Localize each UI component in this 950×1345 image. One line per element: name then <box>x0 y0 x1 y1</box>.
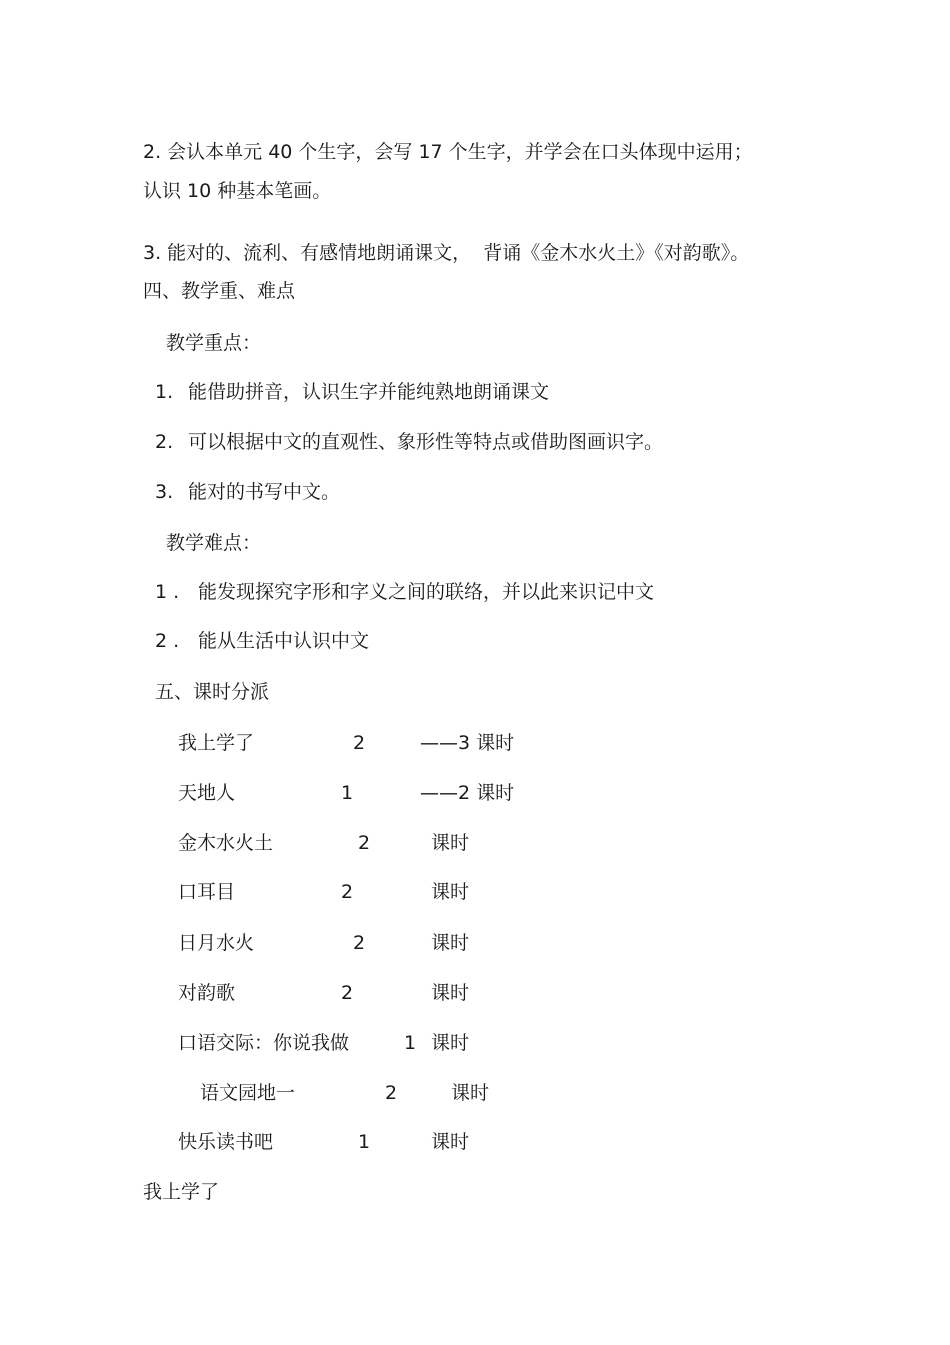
lesson-count: 2 <box>358 832 371 854</box>
key-point-1-number: 1. <box>155 381 174 403</box>
difficult-points-heading: 教学难点： <box>166 532 262 554</box>
difficult-point-1-number: 1 . <box>155 581 180 603</box>
key-point-1-text: 能借助拼音，认识生字并能纯熟地朗诵课文 <box>188 381 550 403</box>
lesson-unit: ——3 课时 <box>420 732 515 754</box>
lesson-unit: 课时 <box>431 1131 470 1153</box>
lesson-count: 2 <box>385 1082 398 1104</box>
key-point-2-number: 2. <box>155 431 174 453</box>
difficult-point-2-number: 2 . <box>155 630 180 652</box>
lesson-unit: 课时 <box>431 932 470 954</box>
lesson-count: 2 <box>353 732 366 754</box>
lesson-count: 1 <box>358 1131 371 1153</box>
difficult-point-2-text: 能从生活中认识中文 <box>198 630 370 652</box>
lesson-unit: 课时 <box>431 982 470 1004</box>
key-point-3-text: 能对的书写中文。 <box>188 481 341 503</box>
lesson-name: 金木水火土 <box>178 832 274 854</box>
lesson-title: 我上学了 <box>143 1181 220 1203</box>
key-points-heading: 教学重点： <box>166 332 262 354</box>
key-point-3-number: 3. <box>155 481 174 503</box>
key-point-2-text: 可以根据中文的直观性、象形性等特点或借助图画识字。 <box>188 431 664 453</box>
lesson-unit: 课时 <box>451 1082 490 1104</box>
lesson-name: 口耳目 <box>178 881 236 903</box>
lesson-count: 2 <box>353 932 366 954</box>
difficult-point-1-text: 能发现探究字形和字义之间的联络，并以此来识记中文 <box>198 581 655 603</box>
lesson-name: 口语交际：你说我做 <box>178 1032 350 1054</box>
goal-2-line-1: 2. 会认本单元 40 个生字，会写 17 个生字，并学会在口头体现中运用； <box>143 141 753 163</box>
lesson-name: 对韵歌 <box>178 982 236 1004</box>
lesson-name: 语文园地一 <box>200 1082 296 1104</box>
goal-3: 3. 能对的、流利、有感情地朗诵课文， 背诵《金木水火土》《对韵歌》。 <box>143 242 750 264</box>
goal-2-line-2: 认识 10 种基本笔画。 <box>143 180 332 202</box>
lesson-unit: 课时 <box>431 1032 470 1054</box>
lesson-name: 天地人 <box>178 782 236 804</box>
section-5-heading: 五、课时分派 <box>155 681 270 703</box>
lesson-name: 日月水火 <box>178 932 255 954</box>
lesson-count: 2 <box>341 982 354 1004</box>
lesson-unit: ——2 课时 <box>420 782 515 804</box>
lesson-count: 2 <box>341 881 354 903</box>
lesson-unit: 课时 <box>431 881 470 903</box>
lesson-count: 1 <box>404 1032 417 1054</box>
lesson-unit: 课时 <box>431 832 470 854</box>
lesson-name: 快乐读书吧 <box>178 1131 274 1153</box>
section-4-heading: 四、教学重、难点 <box>143 280 296 302</box>
lesson-name: 我上学了 <box>178 732 255 754</box>
lesson-count: 1 <box>341 782 354 804</box>
